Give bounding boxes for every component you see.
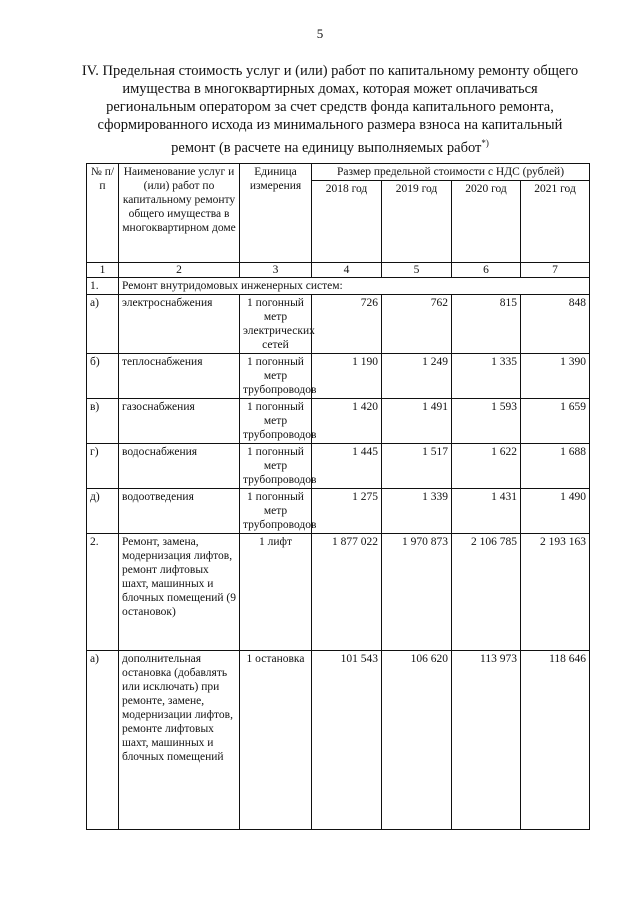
row-no: г): [87, 444, 119, 489]
row-name: дополнительная остановка (добавлять или исключать) при ремонте, замене, модернизации лифтов, ремонте лифтовых шахт, машинных и блочных помещений: [119, 651, 240, 830]
row-unit: 1 остановка: [240, 651, 312, 830]
table-row: [87, 295, 590, 354]
row-unit: 1 лифт: [240, 534, 312, 651]
row-value: 815: [452, 295, 521, 354]
column-number: 4: [312, 263, 382, 278]
row-value: 1 339: [382, 489, 452, 534]
table-row: [87, 399, 590, 444]
section-title-text: IV. Предельная стоимость услуг и (или) работ по капитальному ремонту общего имущества в многоквартирных домах, которая может оплачиваться региональным оператором за счет средств фонда капитального ремонта, сформированного исхода из минимального размера взноса на капитальный ремонт (в расчете на единицу выполняемых работ: [81, 63, 579, 156]
section-name: Ремонт внутридомовых инженерных систем:: [119, 278, 590, 295]
row-name: электроснабжения: [119, 295, 240, 354]
header-unit: Единица измерения: [240, 164, 312, 263]
row-value: 113 973: [452, 651, 521, 830]
row-unit: 1 погонный метр электрических сетей: [240, 295, 312, 354]
row-value: 1 622: [452, 444, 521, 489]
row-value: 1 491: [382, 399, 452, 444]
column-numbers-row: [87, 263, 590, 278]
table-row: [87, 534, 590, 651]
row-value: 1 970 873: [382, 534, 452, 651]
row-value: 762: [382, 295, 452, 354]
row-value: 1 877 022: [312, 534, 382, 651]
table-row: [87, 444, 590, 489]
header-year: 2021 год: [521, 181, 590, 263]
header-year: 2018 год: [312, 181, 382, 263]
row-value: 2 106 785: [452, 534, 521, 651]
row-name: теплоснабжения: [119, 354, 240, 399]
row-value: 1 431: [452, 489, 521, 534]
column-number: 3: [240, 263, 312, 278]
section-row: [87, 278, 590, 295]
header-no: № п/п: [87, 164, 119, 263]
row-value: 848: [521, 295, 590, 354]
column-number: 1: [87, 263, 119, 278]
row-no: в): [87, 399, 119, 444]
header-name: Наименование услуг и (или) работ по капитальному ремонту общего имущества в многоквартирном доме: [119, 164, 240, 263]
row-value: 101 543: [312, 651, 382, 830]
row-value: 1 335: [452, 354, 521, 399]
row-no: б): [87, 354, 119, 399]
column-number: 2: [119, 263, 240, 278]
row-value: 106 620: [382, 651, 452, 830]
header-year: 2020 год: [452, 181, 521, 263]
price-table: [86, 163, 590, 830]
table-header-row: [87, 164, 590, 181]
row-value: 1 688: [521, 444, 590, 489]
row-value: 1 445: [312, 444, 382, 489]
header-price: Размер предельной стоимости с НДС (рублей): [312, 164, 590, 181]
section-title: [80, 62, 580, 157]
row-name: Ремонт, замена, модернизация лифтов, ремонт лифтовых шахт, машинных и блочных помещений (9 остановок): [119, 534, 240, 651]
table-row: [87, 489, 590, 534]
title-footnote-mark: *): [481, 138, 489, 148]
row-value: 1 593: [452, 399, 521, 444]
row-value: 1 490: [521, 489, 590, 534]
row-value: 1 390: [521, 354, 590, 399]
column-number: 7: [521, 263, 590, 278]
row-value: 1 420: [312, 399, 382, 444]
row-name: газоснабжения: [119, 399, 240, 444]
row-no: 1.: [87, 278, 119, 295]
header-year: 2019 год: [382, 181, 452, 263]
row-value: 1 249: [382, 354, 452, 399]
row-unit: 1 погонный метр трубопроводов: [240, 354, 312, 399]
row-unit: 1 погонный метр трубопроводов: [240, 399, 312, 444]
row-value: 118 646: [521, 651, 590, 830]
row-value: 1 190: [312, 354, 382, 399]
row-value: 726: [312, 295, 382, 354]
row-value: 1 659: [521, 399, 590, 444]
row-unit: 1 погонный метр трубопроводов: [240, 489, 312, 534]
row-no: а): [87, 295, 119, 354]
column-number: 5: [382, 263, 452, 278]
table-row: [87, 651, 590, 830]
column-number: 6: [452, 263, 521, 278]
row-no: 2.: [87, 534, 119, 651]
row-value: 1 275: [312, 489, 382, 534]
row-value: 2 193 163: [521, 534, 590, 651]
table-row: [87, 354, 590, 399]
row-unit: 1 погонный метр трубопроводов: [240, 444, 312, 489]
page-number: 5: [316, 26, 324, 41]
row-no: а): [87, 651, 119, 830]
row-name: водоснабжения: [119, 444, 240, 489]
row-value: 1 517: [382, 444, 452, 489]
row-name: водоотведения: [119, 489, 240, 534]
row-no: д): [87, 489, 119, 534]
